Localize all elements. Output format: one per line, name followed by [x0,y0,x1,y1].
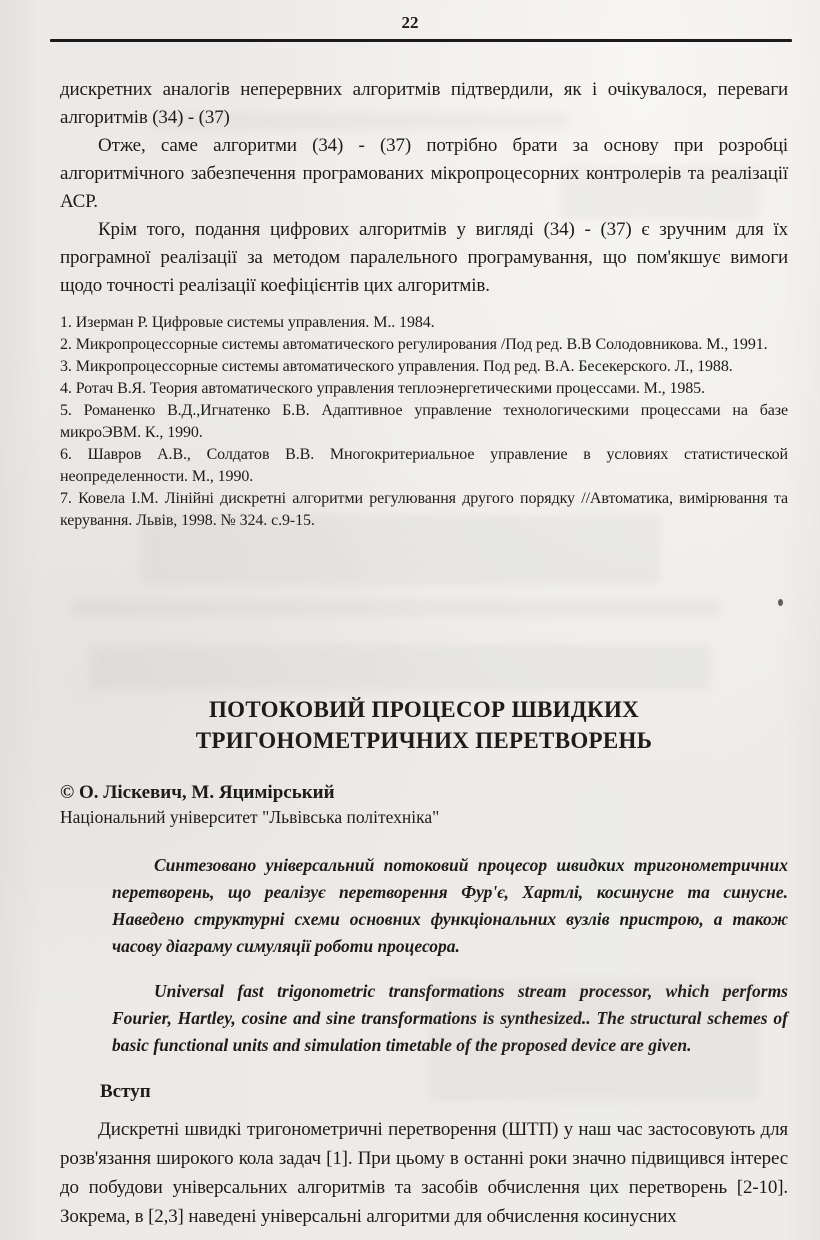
header-rule [50,39,792,42]
reference-item: 3. Микропроцессорные системы автоматического управления. Под ред. В.А. Бесекерского. Л., 1988. [60,358,733,375]
abstract-ukrainian: Синтезовано універсальний потоковий процесор швидких тригонометричних перетворень, що реалізує перетворення Фур'є, Хартлі, косинусне та синусне. Наведено структурні схеми основних функціональних вузлів пристрою, а також часову діаграму симуляції роботи процесора. [112,855,788,956]
reference-item: 2. Микропроцессорные системы автоматического регулирования /Под ред. В.В Солодовникова. М., 1991. [60,336,768,353]
reference-item: 6. Шавров А.В., Солдатов В.В. Многокритериальное управление в условиях статистической неопределенности. М., 1990. [60,446,788,485]
body-paragraph: Крім того, подання цифрових алгоритмів у вигляді (34) - (37) є зручним для їх програмної реалізації за методом паралельного програмування, що пом'якшує вимоги щодо точності реалізації коефіцієнтів цих алгоритмів. [60,219,788,296]
ink-dot-artifact [778,599,783,606]
continuation-paragraph: дискретних аналогів неперервних алгоритмів підтвердили, як і очікувалося, переваги алгоритмів (34) - (37) [60,79,788,128]
abstract-english: Universal fast trigonometric transformations stream processor, which performs Fourier, Hartley, cosine and sine transformations is synthesized.. The structural schemes of basic functional units and simulation timetable of the proposed device are given. [112,981,788,1055]
reference-list [60,312,788,532]
article-title: ПОТОКОВИЙ ПРОЦЕСОР ШВИДКИХ ТРИГОНОМЕТРИЧНИХ ПЕРЕТВОРЕНЬ [195,697,653,753]
page-number: 22 [401,13,419,32]
reference-item: 7. Ковела І.М. Лінійні дискретні алгоритми регулювання другого порядку //Автоматика, вимірювання та керування. Львів, 1998. № 324. с.9-15. [60,490,788,529]
affiliation: Національний університет "Львівська політехніка" [60,807,440,827]
reference-item: 1. Изерман Р. Цифровые системы управления. М.. 1984. [60,314,435,331]
intro-paragraph: Дискретні швидкі тригонометричні перетворення (ШТП) у наш час застосовують для розв'язання широкого кола задач [1]. При цьому в останні роки значно підвищився інтерес до побудови універсальних алгоритмів та засобів обчислення цих перетворень [2-10]. Зокрема, в [2,3] наведені універсальні алгоритми для обчислення косинусних [60,1119,788,1227]
section-heading-vstup: Вступ [100,1081,151,1102]
reference-item: 5. Романенко В.Д.,Игнатенко Б.В. Адаптивное управление технологическими процессами на базе микроЭВМ. К., 1990. [60,402,788,441]
body-paragraph: Отже, саме алгоритми (34) - (37) потрібно брати за основу при розробці алгоритмічного забезпечення програмованих мікропроцесорних контролерів та реалізації АСР. [60,135,788,212]
copyright-authors-line: © О. Ліскевич, М. Яцимірський [60,782,335,803]
page-content [60,76,788,1231]
reference-item: 4. Ротач В.Я. Теория автоматического управления теплоэнергетическими процессами. М., 1985. [60,380,705,397]
